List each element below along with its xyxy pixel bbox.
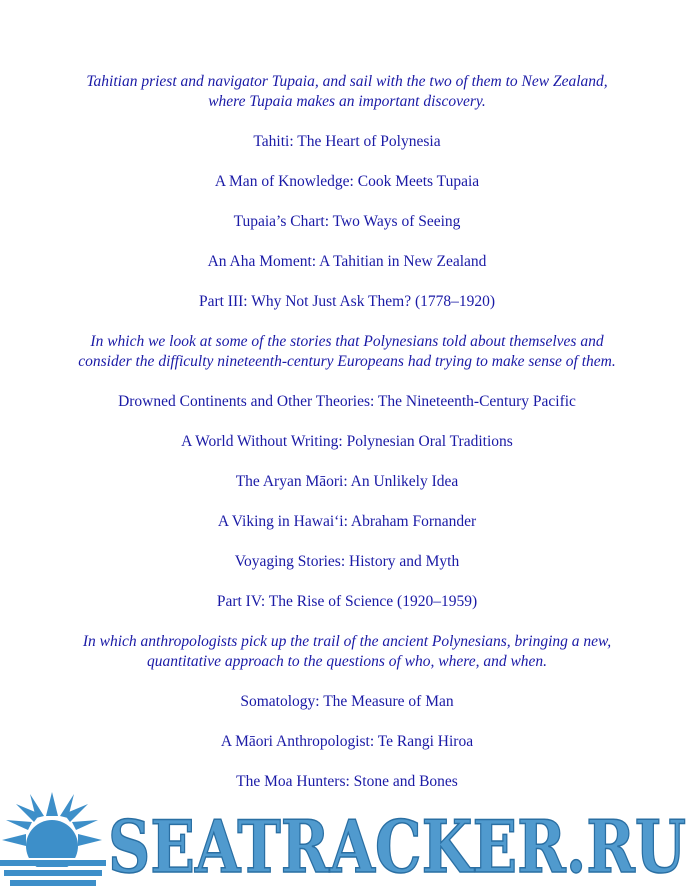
toc-entry[interactable]: A Man of Knowledge: Cook Meets Tupaia [214,173,480,190]
part-4-intro: In which anthropologists pick up the trail of the ancient Polynesians, bringing a new, quantitative approach to the questions of who, where, and when. [82,633,612,670]
toc-entry[interactable]: A Māori Anthropologist: Te Rangi Hiroa [220,733,474,750]
part-3-intro: In which we look at some of the stories that Polynesians told about themselves and consider the difficulty nineteenth-century Europeans had trying to make sense of them. [78,333,616,370]
part-4-title[interactable]: Part IV: The Rise of Science (1920–1959) [216,593,478,610]
watermark-text: SEATRACKER.RU [108,804,686,889]
table-of-contents [72,72,622,812]
toc-entry[interactable]: An Aha Moment: A Tahitian in New Zealand [207,253,487,270]
toc-entry[interactable]: The Moa Hunters: Stone and Bones [236,773,458,790]
toc-entry[interactable]: A World Without Writing: Polynesian Oral Traditions [181,433,513,450]
part-3-title[interactable]: Part III: Why Not Just Ask Them? (1778–1920) [198,293,496,310]
toc-entry[interactable]: A Viking in Hawai‘i: Abraham Fornander [217,513,477,530]
toc-entry[interactable]: Drowned Continents and Other Theories: The Nineteenth-Century Pacific [118,393,576,410]
chapter-intro-continuation: Tahitian priest and navigator Tupaia, and sail with the two of them to New Zealand, where Tupaia makes an important discovery. [86,73,608,110]
toc-entry[interactable]: The Aryan Māori: An Unlikely Idea [235,473,459,490]
toc-entry[interactable]: Somatology: The Measure of Man [240,693,454,710]
toc-entry[interactable]: Tupaia’s Chart: Two Ways of Seeing [233,213,461,230]
toc-entry[interactable]: Voyaging Stories: History and Myth [234,553,460,570]
toc-entry[interactable]: Tahiti: The Heart of Polynesia [253,133,441,150]
